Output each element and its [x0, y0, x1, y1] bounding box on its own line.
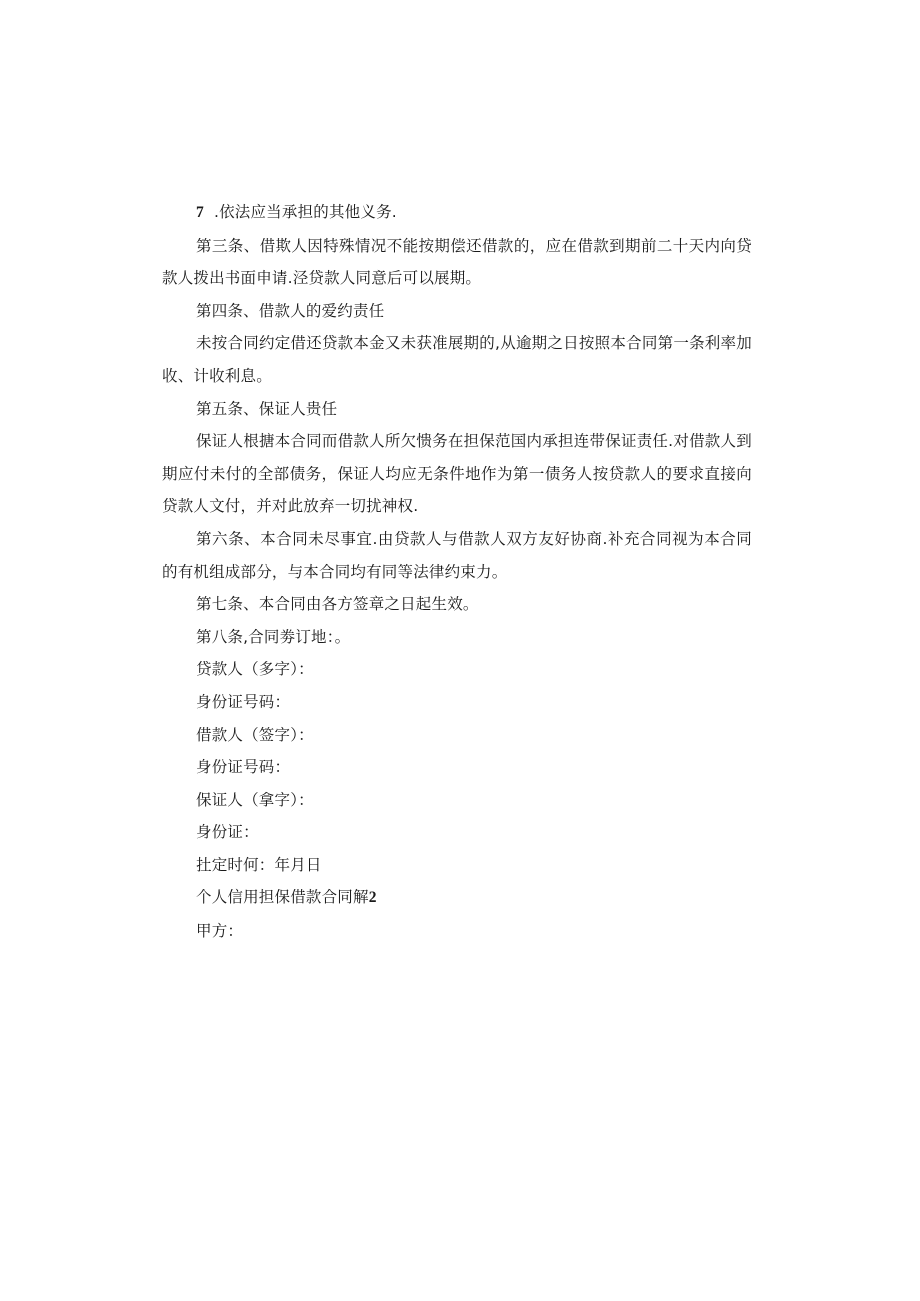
lender-signature-line: 贷款人（多字）：	[196, 660, 314, 679]
signing-time-line: 扗定时何：年月日	[196, 855, 322, 874]
party-a-line: 甲方：	[196, 922, 244, 941]
item-7-number: 7	[196, 204, 204, 221]
item-7-text: .依法应当承担的其他义务.	[213, 203, 397, 221]
contract-body	[162, 196, 752, 948]
article-8: 第八条,合同劵订地：。	[196, 627, 351, 646]
lender-id-line: 身份证号码：	[196, 692, 291, 711]
item-7	[162, 196, 752, 230]
article-3: 第三条、借欺人因特殊情况不能按期偿还借款的，应在借款到期前二十天内向贷款人拨出书面申请.泾贷款人同意后可以展期。	[162, 236, 752, 288]
guarantor-id-line: 身份证：	[196, 823, 259, 842]
article-4-title: 第四条、借款人的爱约责任	[196, 301, 385, 320]
next-contract-title	[162, 881, 752, 915]
article-6: 第六条、本合同未尽事宜.由贷款人与借款人双方友好协商.补充合同视为本合同的有机组成部分，与本合同均有同等法律约束力。	[162, 529, 752, 581]
article-5-title: 第五条、保证人贵任	[196, 399, 338, 418]
article-5-body: 保证人根搪本合同而借款人所欠愦务在担保范国内承担连带保证责任.对借款人到期应付未付的全部债务，保证人均应无条件地作为第一债务人按贷款人的要求直接向贷款人文付，并对此放弃一切扰神权.	[162, 432, 752, 516]
borrower-id-line: 身份证号码：	[196, 758, 291, 777]
guarantor-signature-line: 保证人（拿字）：	[196, 790, 314, 809]
next-contract-title-text: 个人信用担保借款合同解	[196, 888, 369, 907]
article-7: 第七条、本合同由各方签章之日起生效。	[196, 595, 479, 614]
borrower-signature-line: 借款人（签字）：	[196, 725, 314, 744]
next-contract-title-number: 2	[368, 889, 377, 907]
article-4-body: 未按合同约定借还贷款本金又未获准展期的,从逾期之日按照本合同第一条利率加收、计收利息。	[162, 334, 752, 385]
